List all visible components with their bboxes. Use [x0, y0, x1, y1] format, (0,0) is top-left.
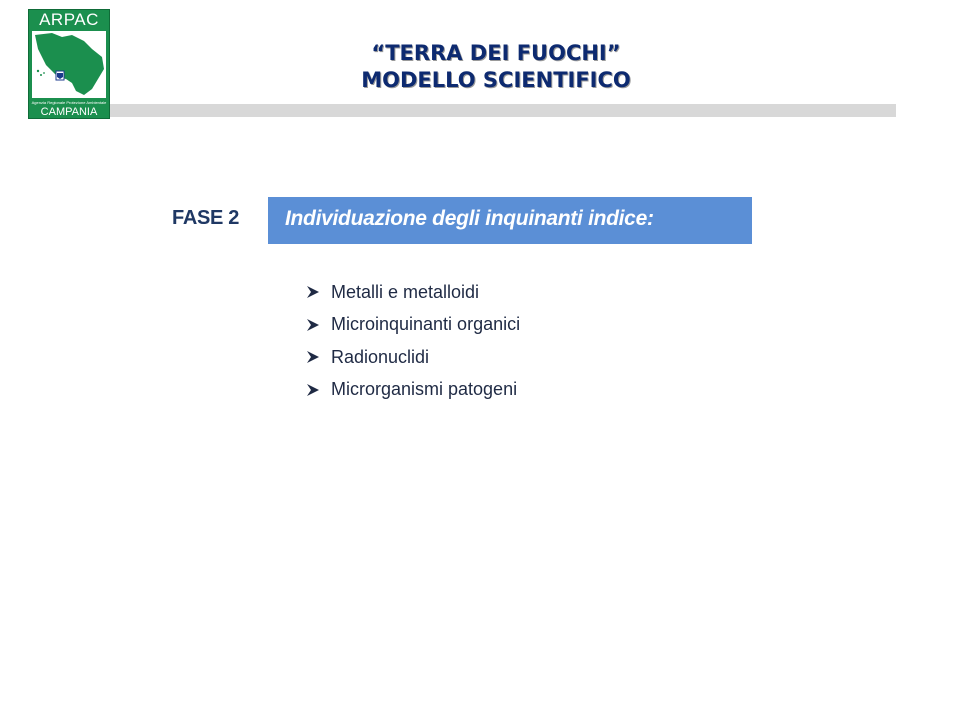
pollutant-list	[306, 276, 520, 406]
slide-title	[190, 40, 802, 94]
list-item	[306, 309, 520, 342]
arrow-right-icon	[306, 383, 320, 397]
arrow-right-icon	[306, 350, 320, 364]
arrow-right-icon	[306, 318, 320, 332]
phase-label: FASE 2	[172, 207, 240, 229]
phase-description: Individuazione degli inquinanti indice:	[285, 207, 654, 230]
list-item-label: Metalli e metalloidi	[331, 281, 480, 302]
logo-agency-text: Agenzia Regionale Protezione Ambientale	[31, 100, 107, 105]
campania-map-icon	[32, 31, 106, 98]
list-item-label: Radionuclidi	[331, 346, 430, 367]
slide-title-line-1: “TERRA DEI FUOCHI”	[371, 41, 621, 65]
phase-description-box	[268, 197, 752, 244]
list-item	[306, 276, 520, 309]
list-item-label: Microrganismi patogeni	[331, 379, 518, 400]
arpac-logo	[28, 9, 110, 119]
header-divider	[110, 104, 896, 117]
list-item	[306, 341, 520, 374]
map-shape	[32, 31, 106, 98]
list-item-label: Microinquinanti organici	[331, 314, 521, 335]
list-item	[306, 374, 520, 407]
logo-region: CAMPANIA	[40, 106, 98, 118]
arrow-right-icon	[306, 285, 320, 299]
slide-title-line-2: MODELLO SCIENTIFICO	[361, 68, 631, 92]
logo-name: ARPAC	[39, 10, 99, 29]
